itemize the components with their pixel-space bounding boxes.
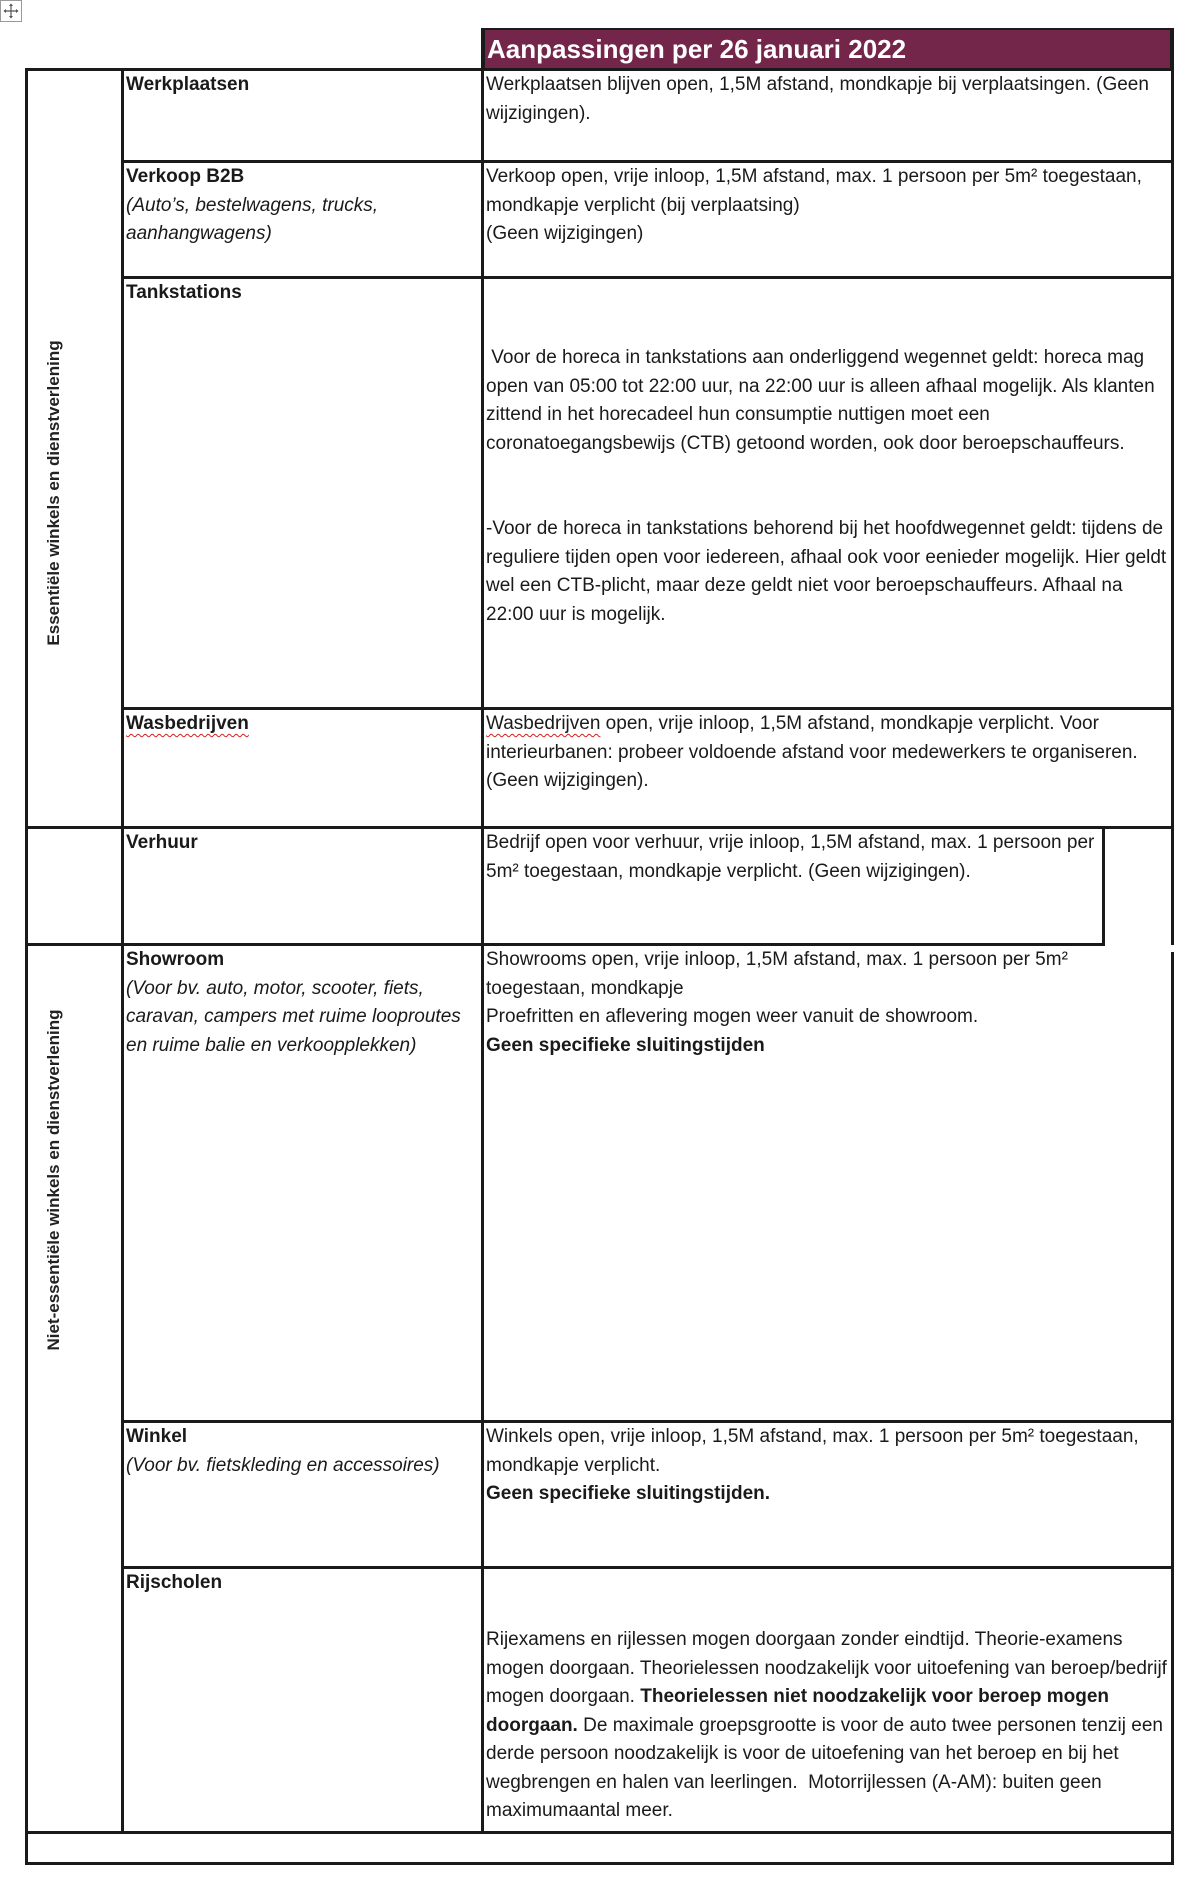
table-row-category: [124, 163, 479, 249]
table-header-date: Aanpassingen per 26 januari 2022: [483, 28, 1172, 69]
category-name: Showroom: [126, 949, 225, 970]
table-border: [25, 68, 28, 1865]
category-name: Tankstations: [126, 282, 242, 303]
row-text-bold: Geen specifieke sluitingstijden.: [486, 1483, 771, 1504]
row-text-part: Rijexamens en rijlessen mogen doorgaan zonder eindtijd. Theorie-examens mogen doorgaan. Theorielessen noodzakelijk voor uitoefening van beroep/bedrijf mogen doorgaan.: [486, 1629, 1173, 1707]
table-row-category: [124, 829, 479, 858]
table-row-category: [124, 1423, 479, 1480]
table-move-handle[interactable]: [0, 0, 22, 22]
spellcheck-word[interactable]: Wasbedrijven: [486, 713, 601, 734]
category-name: Verkoop B2B: [126, 166, 245, 187]
category-subtitle: (Auto’s, bestelwagens, trucks, aanhangwagens): [126, 194, 379, 244]
table-row-category: [124, 946, 482, 1060]
table-border: [1171, 28, 1174, 945]
row-text-rest: open, vrije inloop, 1,5M afstand, mondkapje verplicht. Voor interieurbanen: probeer voldoende afstand voor medewerkers te organiseren. (Geen wijzigingen).: [486, 713, 1138, 791]
category-subtitle: (Voor bv. fietskleding en accessoires): [126, 1454, 440, 1476]
table-row-category: [124, 279, 479, 308]
table-row-text: [484, 710, 1170, 796]
row-text-bold: Geen specifieke sluitingstijden: [486, 1034, 765, 1056]
row-text: [486, 710, 1170, 796]
row-text: Bedrijf open voor verhuur, vrije inloop, 1,5M afstand, max. 1 persoon per 5m² toegestaan, mondkapje verplicht. (Geen wijzigingen).: [486, 832, 1095, 882]
row-text: Voor de horeca in tankstations aan onderliggend wegennet geldt: horeca mag open van 05:00 tot 22:00 uur, na 22:00 uur is alleen afhaal mogelijk. Als klanten zittend in het horecadeel hun consumptie nuttigen moet een coronatoegangsbewijs (CTB) getoond worden, ook door beroepschauffeurs.: [486, 347, 1160, 454]
table-row-text: [484, 163, 1170, 249]
category-name: Werkplaatsen: [126, 74, 250, 95]
table-row-text: [484, 1423, 1170, 1509]
row-text: Proefritten en aflevering mogen weer vanuit de showroom.: [486, 1006, 979, 1027]
table-row-category: [124, 1569, 479, 1598]
group-label-essential: Essentiële winkels en dienstverlening: [44, 340, 63, 646]
category-name: Winkel: [126, 1426, 188, 1447]
table-border: [25, 1862, 1174, 1865]
category-name: Verhuur: [126, 832, 198, 853]
move-arrows-icon: [3, 3, 19, 19]
row-text-bold: Theorielessen niet noodzakelijk voor beroep mogen doorgaan.: [486, 1686, 1115, 1736]
row-text: -Voor de horeca in tankstations behorend bij het hoofdwegennet geldt: tijdens de reguliere tijden open voor iedereen, afhaal ook voor eenieder mogelijk. Hier geldt wel een CTB-plicht, maar deze geldt niet voor beroepschauffeurs. Afhaal na 22:00 uur is mogelijk.: [486, 518, 1172, 625]
row-text: Verkoop open, vrije inloop, 1,5M afstand, max. 1 persoon per 5m² toegestaan, mondkapje verplicht (bij verplaatsing): [486, 166, 1142, 216]
category-name: Wasbedrijven: [126, 713, 249, 734]
category-name: Rijscholen: [126, 1572, 223, 1593]
table-row-text: [484, 829, 1099, 886]
row-text: Winkels open, vrije inloop, 1,5M afstand, max. 1 persoon per 5m² toegestaan, mondkapje verplicht.: [486, 1426, 1139, 1476]
row-text: Showrooms open, vrije inloop, 1,5M afstand, max. 1 persoon per 5m² toegestaan, mondkapje: [486, 949, 1068, 999]
group-label-non-essential: Niet-essentiële winkels en dienstverlening: [44, 1009, 63, 1351]
table-row-text: [484, 71, 1170, 128]
table-row-text: [484, 946, 1170, 1060]
table-border: [1171, 952, 1174, 1865]
table-border: [1102, 826, 1105, 946]
row-text-part: De maximale groepsgrootte is voor de auto twee personen tenzij een derde persoon noodzakelijk is voor de uitoefening van het beroep en bij het wegbrengen en halen van leerlingen. Motorrijlessen (A-AM): buiten geen maximumaantal meer.: [486, 1714, 1169, 1821]
table-row-category: [124, 710, 479, 739]
row-text: [486, 1626, 1173, 1826]
row-text: (Geen wijzigingen): [486, 223, 644, 244]
row-text: Werkplaatsen blijven open, 1,5M afstand, mondkapje bij verplaatsingen. (Geen wijzigingen).: [486, 74, 1149, 124]
table-row-text: [484, 287, 1170, 658]
category-subtitle: (Voor bv. auto, motor, scooter, fiets, caravan, campers met ruime looproutes en ruime balie en verkoopplekken): [126, 977, 461, 1056]
table-row-category: [124, 71, 479, 100]
table-row-text: [484, 1569, 1173, 1854]
